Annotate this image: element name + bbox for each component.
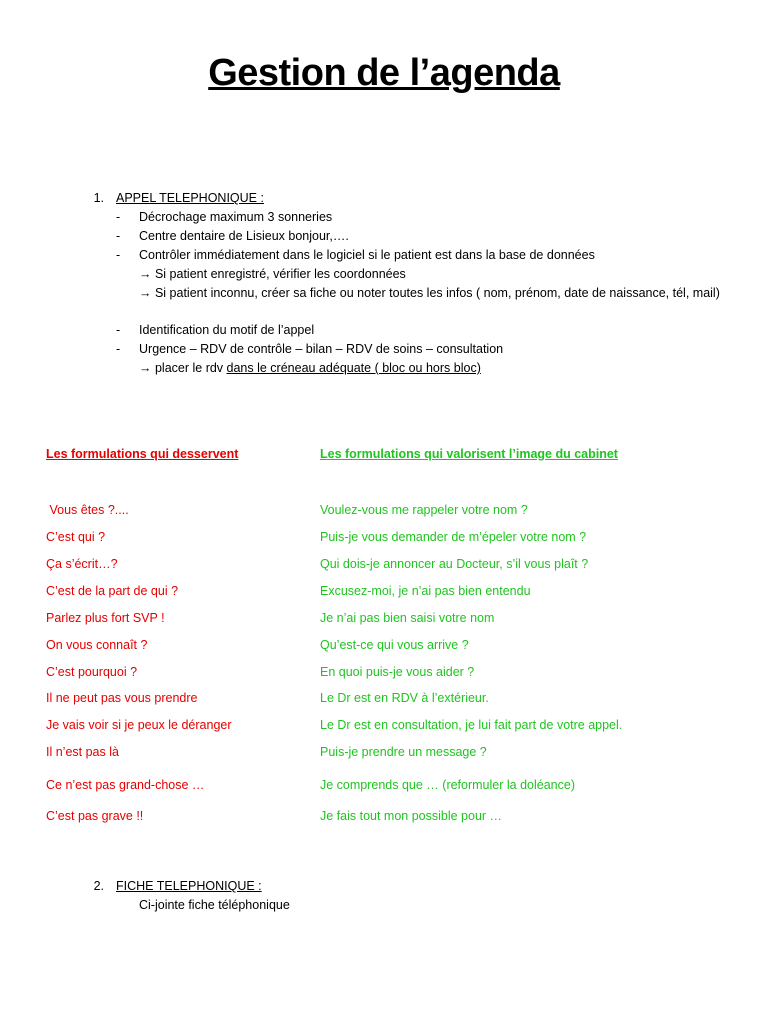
bad-formulation: On vous connaît ?: [46, 638, 148, 652]
sub-item-unknown-patient: → Si patient inconnu, créer sa fiche ou noter toutes les infos ( nom, prénom, date de naissance, tél, mail): [139, 286, 720, 300]
good-formulation: Je comprends que … (reformuler la doléance): [320, 778, 575, 792]
section-number: 1.: [93, 191, 104, 205]
bad-formulations-header: Les formulations qui desservent: [46, 447, 239, 461]
bad-formulation: C’est pas grave !!: [46, 809, 144, 823]
bullet-item: Décrochage maximum 3 sonneries: [139, 210, 333, 224]
bad-formulation: C’est de la part de qui ?: [46, 584, 179, 598]
bullet-item: Contrôler immédiatement dans le logiciel si le patient est dans la base de données: [139, 248, 595, 262]
good-formulation: Puis-je vous demander de m’épeler votre nom ?: [320, 530, 587, 544]
bad-formulation: Il ne peut pas vous prendre: [46, 691, 198, 705]
good-formulation: Le Dr est en consultation, je lui fait part de votre appel.: [320, 718, 623, 732]
bad-formulation: C’est pourquoi ?: [46, 665, 138, 679]
page-title: Gestion de l’agenda: [208, 52, 560, 94]
bullet-item: Identification du motif de l’appel: [139, 323, 315, 337]
bad-formulation: C’est qui ?: [46, 530, 106, 544]
good-formulation: Qui dois-je annoncer au Docteur, s’il vous plaît ?: [320, 557, 589, 571]
bullet-item: Centre dentaire de Lisieux bonjour,….: [139, 229, 349, 243]
section-heading: APPEL TELEPHONIQUE :: [116, 191, 264, 205]
good-formulation: Qu’est-ce qui vous arrive ?: [320, 638, 469, 652]
good-formulation: En quoi puis-je vous aider ?: [320, 665, 475, 679]
bad-formulation: Ça s’écrit…?: [46, 557, 118, 571]
bullet-dash: -: [116, 342, 121, 356]
place-rdv-underlined: dans le créneau adéquate ( bloc ou hors bloc): [226, 361, 481, 375]
place-rdv-line: [139, 360, 481, 377]
good-formulation: Excusez-moi, je n’ai pas bien entendu: [320, 584, 531, 598]
bad-formulation: Je vais voir si je peux le déranger: [46, 718, 232, 732]
bullet-dash: -: [116, 210, 121, 224]
good-formulation: Puis-je prendre un message ?: [320, 745, 487, 759]
bad-formulation: Vous êtes ?....: [46, 503, 129, 517]
place-rdv-prefix: → placer le rdv: [139, 361, 227, 375]
good-formulation: Le Dr est en RDV à l’extérieur.: [320, 691, 489, 705]
sub-item-known-patient: → Si patient enregistré, vérifier les coordonnées: [139, 267, 406, 281]
bullet-item: Urgence – RDV de contrôle – bilan – RDV de soins – consultation: [139, 342, 504, 356]
bullet-dash: -: [116, 323, 121, 337]
good-formulation: Je fais tout mon possible pour …: [320, 809, 503, 823]
bad-formulation: Ce n’est pas grand-chose …: [46, 778, 205, 792]
bad-formulation: Il n’est pas là: [46, 745, 119, 759]
section-heading: FICHE TELEPHONIQUE :: [116, 879, 262, 893]
section-text: Ci-jointe fiche téléphonique: [139, 898, 290, 912]
good-formulation: Voulez-vous me rappeler votre nom ?: [320, 503, 528, 517]
section-number: 2.: [93, 879, 104, 893]
good-formulations-header: Les formulations qui valorisent l’image du cabinet: [320, 447, 618, 461]
bullet-dash: -: [116, 248, 121, 262]
good-formulation: Je n’ai pas bien saisi votre nom: [320, 611, 495, 625]
bad-formulation: Parlez plus fort SVP !: [46, 611, 165, 625]
bullet-dash: -: [116, 229, 121, 243]
